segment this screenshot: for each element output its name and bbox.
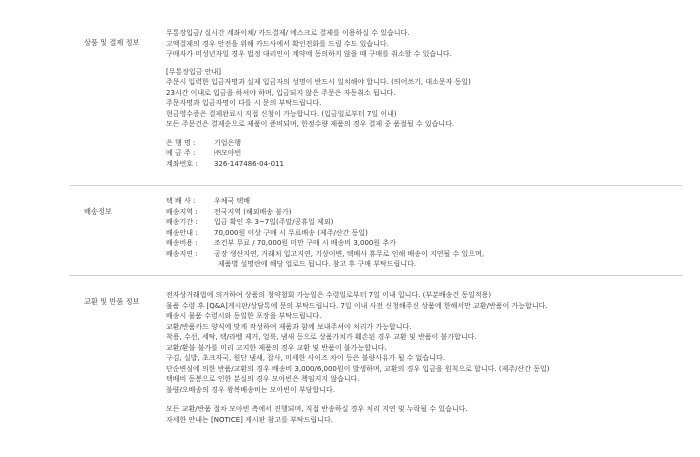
delivery-continuation: 제품별 설명란에 해당 업로드 됩니다. 참고 후 구매 부탁드립니다. — [218, 260, 417, 268]
delivery-row — [166, 207, 686, 218]
exchange-line: 택배비 동봉으로 인한 분실의 경우 모아빈은 책임지지 않습니다. — [166, 375, 360, 383]
section-divider — [70, 275, 682, 276]
account-number-value: 326-147486-04-011 — [214, 159, 284, 168]
exchange-line: 불량/오배송의 경우 왕복배송비는 모아빈이 부담합니다. — [166, 385, 336, 394]
account-holder-value: ㈜모아빈 — [214, 149, 242, 157]
payment-intro-line: 구매자가 미성년자일 경우 법정 대리인이 계약에 동의하지 않을 때 구매를 취소할 수 있습니다. — [166, 50, 452, 58]
account-number-key: 계좌번호 : — [166, 159, 198, 168]
account-holder-key: 예 금 주 : — [166, 149, 196, 157]
payment-intro-line: 무통장입금/ 실시간 계좌이체/ 카드결제/ 에스크로 결제를 이용하실 수 있습니다. — [166, 29, 410, 37]
exchange-line: 전자상거래법에 의거하여 상품의 청약철회 가능일은 수령일로부터 7일 이내 입니다. (부분배송건 동일적용) — [166, 291, 492, 299]
delivery-row-key: 배송지연 : — [166, 249, 198, 258]
bank-transfer-heading: [무통장입금 안내] — [166, 67, 222, 76]
bank-transfer-line: 23시간 이내로 입금을 하셔야 하며, 입금되지 않은 주문은 자동취소 됩니다. — [166, 88, 396, 97]
delivery-section-body — [166, 196, 686, 270]
exchange-line: 단순변심에 의한 반품/교환의 경우 배송비 3,000/6,000원이 발생하며, 교환의 경우 입금을 원칙으로 합니다. (제주/산간 동일) — [166, 364, 550, 373]
delivery-row-key: 배송지역 : — [166, 207, 198, 216]
exchange-line: 교환/환불 불가를 미리 고지한 제품의 경우 교환 및 반품이 불가능합니다. — [166, 343, 387, 352]
bank-transfer-line: 현금영수증은 결제완료시 직접 신청이 가능합니다. (입금일로부터 7일 이내) — [166, 109, 397, 118]
account-bank-row — [166, 138, 686, 149]
exchange-section-body — [166, 290, 686, 425]
account-bank-key: 은 행 명 : — [166, 138, 196, 147]
delivery-section-label: 배송정보 — [84, 207, 112, 216]
delivery-row-value: 입금 확인 후 3~7일(주말/공휴일 제외) — [214, 218, 334, 226]
bank-transfer-line: 주문자명과 입금자명이 다를 시 문의 부탁드립니다. — [166, 99, 322, 107]
delivery-row-key: 택 배 사 : — [166, 197, 196, 205]
exchange-line: 구김, 실밥, 초크자국, 원단 냄새, 잡사, 미세한 사이즈 차이 등은 불량사유가 될 수 없습니다. — [166, 354, 445, 362]
exchange-footer-line: 모든 교환/반품 절차 모아빈 측에서 진행되며, 직접 반송하실 경우 처리 지연 및 누락될 수 있습니다. — [166, 405, 468, 413]
exchange-line: 교환/반품카드 양식에 맞게 작성하여 제품과 함께 보내주셔야 처리가 가능합니다. — [166, 322, 412, 331]
delivery-row-value: 조건부 무료 / 70,000원 미만 구매 시 배송비 3,000원 추가 — [214, 239, 396, 247]
account-holder-row — [166, 148, 686, 159]
delivery-row-key: 배송비용 : — [166, 239, 198, 247]
delivery-row-value: 공장 생산지연, 거래처 입고지연, 기상이변, 택배사 휴무로 인해 배송이 지연될 수 있으며, — [214, 249, 485, 258]
section-divider — [70, 185, 682, 186]
delivery-row — [166, 228, 686, 239]
payment-section-label: 상품 및 결제 정보 — [84, 38, 140, 47]
exchange-line: 배송시 물품 수령시와 동일한 포장을 부탁드립니다. — [166, 312, 322, 320]
delivery-row-value: 전국지역 (해외배송 불가) — [214, 207, 292, 216]
delivery-row — [166, 217, 686, 228]
account-bank-value: 기업은행 — [214, 138, 242, 147]
payment-intro-line: 고액결제의 경우 안전을 위해 카드사에서 확인전화를 드릴 수도 있습니다. — [166, 39, 389, 48]
exchange-footer-line: 자세한 안내는 [NOTICE] 게시판 참고를 부탁드립니다. — [166, 415, 333, 424]
delivery-row-value: 우체국 택배 — [214, 197, 251, 205]
delivery-row-value: 70,000원 이상 구매 시 무료배송 (제주/산간 동일) — [214, 228, 368, 237]
bank-transfer-line: 모든 주문건은 결제순으로 제품이 준비되며, 한정수량 제품의 경우 결제 중 품절될 수 있습니다. — [166, 120, 455, 128]
bank-transfer-line: 주문시 입력한 입금자명과 실제 입금자의 성명이 반드시 일치해야 합니다. (띄어쓰기, 대소문자 동일) — [166, 78, 471, 86]
exchange-line: 착용, 수선, 세탁, 택/라벨 제거, 얼룩, 냄새 등으로 상품가치가 훼손된 경우 교환 및 반품이 불가합니다. — [166, 333, 477, 341]
delivery-row — [166, 249, 686, 260]
delivery-row-key: 배송기간 : — [166, 218, 198, 226]
delivery-row — [166, 238, 686, 249]
account-number-row — [166, 159, 686, 170]
exchange-section-label: 교환 및 반품 정보 — [84, 297, 140, 306]
exchange-line: 물품 수령 후 [Q&A]게시판/상담톡에 문의 부탁드립니다. 7일 이내 사전 신청해주신 상품에 한해서만 교환/반품이 가능합니다. — [166, 301, 548, 310]
delivery-row-key: 배송안내 : — [166, 228, 198, 237]
payment-section-body — [166, 28, 686, 169]
delivery-row — [166, 196, 686, 207]
